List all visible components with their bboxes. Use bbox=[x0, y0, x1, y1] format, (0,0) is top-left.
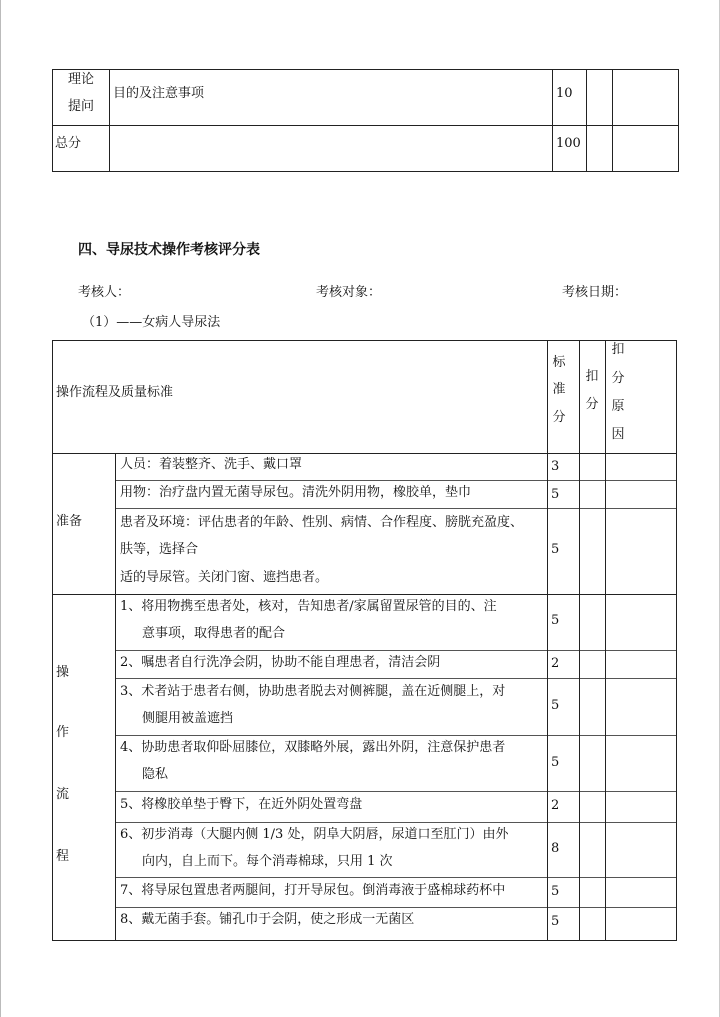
table-border bbox=[52, 453, 677, 454]
process-item-score: 5 bbox=[551, 698, 560, 713]
process-category-char: 流 bbox=[56, 787, 70, 802]
process-item-text: 2、嘱患者自行洗净会阴，协助不能自理患者，清洁会阴 bbox=[120, 655, 441, 670]
deduct-header-char: 分 bbox=[585, 397, 599, 412]
table-border bbox=[52, 940, 677, 941]
table-border bbox=[676, 340, 677, 941]
table-border bbox=[612, 69, 613, 172]
row-separator bbox=[115, 907, 677, 908]
process-category-char: 程 bbox=[56, 849, 70, 864]
process-item-text: 5、将橡胶单垫于臀下，在近外阴处置弯盘 bbox=[120, 797, 363, 812]
process-item-text: 侧腿用被盖遮挡 bbox=[142, 711, 234, 726]
process-item-text: 8、戴无菌手套。铺孔巾于会阴，使之形成一无菌区 bbox=[120, 912, 415, 927]
item-content: 目的及注意事项 bbox=[113, 86, 205, 101]
row-separator bbox=[115, 650, 677, 651]
process-item-score: 5 bbox=[551, 914, 560, 929]
table-border bbox=[52, 125, 679, 126]
item-score: 100 bbox=[556, 136, 581, 151]
row-separator bbox=[115, 791, 677, 792]
row-separator bbox=[115, 822, 677, 823]
process-item-text: 1、将用物携至患者处，核对，告知患者/家属留置尿管的目的、注 bbox=[120, 599, 497, 614]
process-item-score: 5 bbox=[551, 755, 560, 770]
process-item-text: 向内，自上而下。每个消毒棉球，只用 1 次 bbox=[142, 854, 393, 869]
row-separator bbox=[115, 508, 677, 509]
standard-score-header-char: 分 bbox=[552, 410, 566, 425]
deduct-reason-header-char: 因 bbox=[611, 427, 625, 442]
deduct-reason-header-char: 原 bbox=[611, 399, 625, 414]
deduct-header-char: 扣 bbox=[585, 369, 599, 384]
process-header: 操作流程及质量标准 bbox=[56, 385, 174, 400]
prep-item-score: 3 bbox=[551, 459, 560, 474]
process-item-text: 6、初步消毒（大腿内侧 1/3 处，阴阜大阴唇，尿道口至肛门）由外 bbox=[120, 827, 509, 842]
table-border bbox=[109, 69, 110, 172]
category-label-line: 理论 bbox=[68, 72, 95, 87]
page-edge bbox=[0, 0, 1, 1017]
process-item-text: 意事项，取得患者的配合 bbox=[142, 626, 286, 641]
table-border bbox=[52, 69, 53, 172]
prep-item-text: 用物：治疗盘内置无菌导尿包。清洗外阴用物，橡胶单，垫巾 bbox=[120, 485, 472, 500]
table-border bbox=[678, 69, 679, 172]
exam-date-label: 考核日期： bbox=[562, 285, 628, 300]
examinee-label: 考核对象： bbox=[316, 285, 382, 300]
process-item-score: 2 bbox=[551, 798, 560, 813]
table-border bbox=[115, 453, 116, 941]
table-border bbox=[552, 69, 553, 172]
table-border bbox=[586, 69, 587, 172]
prep-item-text: 患者及环境：评估患者的年龄、性别、病情、合作程度、膀胱充盈度、 bbox=[120, 515, 524, 530]
table-border bbox=[605, 340, 606, 941]
process-item-score: 5 bbox=[551, 884, 560, 899]
category-label-line: 总分 bbox=[55, 136, 82, 151]
table-border bbox=[52, 594, 677, 595]
table-border bbox=[52, 69, 679, 70]
row-separator bbox=[115, 678, 677, 679]
process-category-char: 作 bbox=[56, 725, 70, 740]
category-label-line: 提问 bbox=[68, 99, 95, 114]
table-border bbox=[579, 340, 580, 941]
process-category-char: 操 bbox=[56, 665, 70, 680]
process-item-text: 7、将导尿包置患者两腿间，打开导尿包。倒消毒液于盛棉球药杯中 bbox=[120, 883, 506, 898]
prep-item-score: 5 bbox=[551, 542, 560, 557]
deduct-reason-header-char: 扣 bbox=[611, 342, 625, 357]
process-item-score: 2 bbox=[551, 656, 560, 671]
examiner-label: 考核人： bbox=[78, 285, 131, 300]
standard-score-header-char: 准 bbox=[552, 382, 566, 397]
table-border bbox=[52, 340, 677, 341]
standard-score-header-char: 标 bbox=[552, 355, 566, 370]
row-separator bbox=[115, 735, 677, 736]
table-border bbox=[52, 340, 53, 941]
table-border bbox=[52, 171, 679, 172]
process-item-text: 4、协助患者取仰卧屈膝位，双膝略外展，露出外阴，注意保护患者 bbox=[120, 740, 506, 755]
row-separator bbox=[115, 877, 677, 878]
row-separator bbox=[115, 480, 677, 481]
process-item-text: 隐私 bbox=[142, 767, 169, 782]
deduct-reason-header-char: 分 bbox=[611, 371, 625, 386]
subtitle: （1）——女病人导尿法 bbox=[82, 315, 221, 330]
prep-item-score: 5 bbox=[551, 487, 560, 502]
section-title: 四、导尿技术操作考核评分表 bbox=[78, 242, 260, 258]
table-border bbox=[547, 340, 548, 941]
prep-category-label: 准备 bbox=[56, 514, 83, 529]
prep-item-text: 肤等，选择合 bbox=[120, 542, 199, 557]
process-item-score: 8 bbox=[551, 841, 560, 856]
prep-item-text: 适的导尿管。关闭门窗、遮挡患者。 bbox=[120, 570, 329, 585]
process-item-text: 3、术者站于患者右侧，协助患者脱去对侧裤腿，盖在近侧腿上，对 bbox=[120, 684, 506, 699]
prep-item-text: 人员：着装整齐、洗手、戴口罩 bbox=[120, 457, 303, 472]
process-item-score: 5 bbox=[551, 613, 560, 628]
item-score: 10 bbox=[556, 86, 573, 101]
